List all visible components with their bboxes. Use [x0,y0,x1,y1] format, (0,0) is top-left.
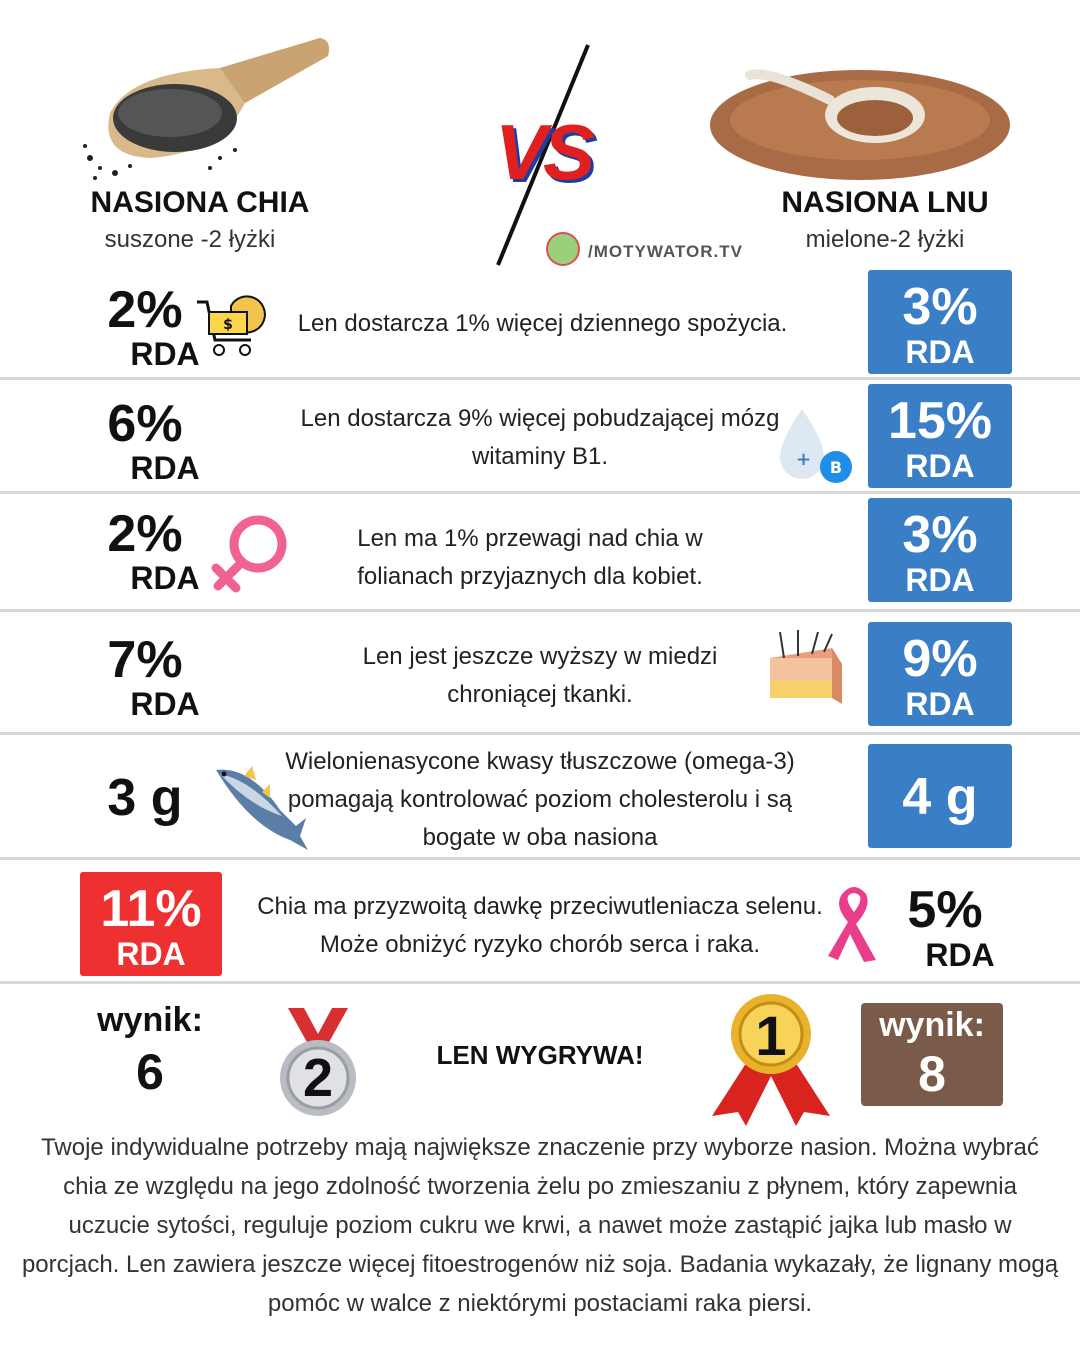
flax-score-label: wynik: [879,1006,985,1044]
row2-chia-value [60,395,230,486]
row3-flax-small: RDA [905,562,975,598]
row3-flax-value [868,498,1012,602]
row6-flax-small: RDA [925,937,995,973]
row4-flax-value [868,622,1012,726]
row4-chia-big: 7% [107,631,183,689]
left-product-subtitle: suszone -2 łyżki [104,226,276,253]
row3-chia-big: 2% [107,505,183,563]
skin-tissue-icon [762,628,846,714]
row6-flax-value [880,881,1020,974]
row2-chia-big: 6% [107,395,183,453]
svg-text:$: $ [223,317,233,333]
vs-logo: VS [494,108,592,196]
left-product-title: NASIONA CHIA [90,186,310,219]
row-divider [0,609,1080,612]
row5-description: Wielonienasycone kwasy tłuszczowe (omega-3) pomagają kontrolować poziom cholesterolu i są bogate w oba nasiona [285,748,795,851]
row2-flax-big: 15% [887,392,993,450]
row5-flax-big: 4 g [902,768,978,826]
row6-description: Chia ma przyzwoitą dawkę przeciwutleniacza selenu. Może obniżyć ryzyko chorób serca i raka. [257,893,823,958]
chia-seeds-scoop-image [70,18,350,188]
gold-medal-number: 1 [755,1004,787,1067]
row3-chia-small: RDA [130,560,200,596]
female-symbol-icon [206,512,292,594]
row1-flax-small: RDA [905,334,975,370]
row4-description: Len jest jeszcze wyższy w miedzi chroniącej tkanki. [362,643,718,708]
svg-text:+: + [796,449,812,470]
chia-score-value: 6 [136,1044,164,1100]
vitamin-b-drop-icon [772,405,858,487]
row-divider [0,857,1080,860]
row6-chia-value [80,872,222,976]
row3-chia-value [60,505,230,596]
row4-flax-small: RDA [905,686,975,722]
row2-flax-value [868,384,1012,488]
row-divider [0,981,1080,984]
row1-flax-big: 3% [902,278,978,336]
flax-seeds-spoon-image [690,40,1010,190]
row4-chia-small: RDA [130,686,200,722]
row4-chia-value [60,631,230,722]
svg-text:B: B [829,458,843,477]
row6-chia-big: 11% [100,880,202,938]
silver-medal-number: 2 [302,1048,334,1108]
row1-chia-big: 2% [107,281,183,339]
right-product-subtitle: mielone-2 łyżki [805,226,965,253]
row-divider [0,732,1080,735]
chia-score [80,1000,220,1104]
row5-chia-big: 3 g [107,769,183,827]
row2-flax-small: RDA [905,448,975,484]
right-product-title: NASIONA LNU [781,186,989,219]
row3-description: Len ma 1% przewagi nad chia w folianach przyjaznych dla kobiet. [357,525,703,590]
summary-paragraph: Twoje indywidualne potrzeby mają największe znaczenie przy wyborze nasion. Można wybrać chia ze względu na jego zdolność tworzenia żelu po zmieszaniu z płynem, który zapewnia uczucie sytości, reguluje poziom cukru we krwi, a nawet może zastąpić jajka lub masło w porcjach. Len zawiera jeszcze więcej fitoestrogenów niż soja. Badania wykazały, że lignany mogą pomóc w walce z niektórymi postaciami raka piersi. [21,1134,1059,1317]
row-divider [0,491,1080,494]
flax-score-value: 8 [918,1046,946,1102]
shopping-cart-icon [193,284,269,360]
row5-chia-value [60,769,230,827]
brand-logo-icon [546,232,580,266]
row1-description: Len dostarcza 1% więcej dziennego spożycia. [297,310,788,337]
chia-score-label: wynik: [97,1001,203,1039]
row1-flax-value [868,270,1012,374]
row2-description: Len dostarcza 9% więcej pobudzającej mózg witaminy B1. [300,405,780,470]
row-divider [0,377,1080,380]
row6-flax-big: 5% [907,881,983,939]
row5-flax-value [868,744,1012,848]
row3-flax-big: 3% [902,506,978,564]
winner-headline: LEN WYGRYWA! [436,1040,644,1070]
row4-flax-big: 9% [902,630,978,688]
row1-chia-small: RDA [130,336,200,372]
row2-chia-small: RDA [130,450,200,486]
brand-label: /MOTYWATOR.TV [588,242,743,261]
row6-chia-small: RDA [116,936,186,972]
flax-score [861,1003,1003,1106]
